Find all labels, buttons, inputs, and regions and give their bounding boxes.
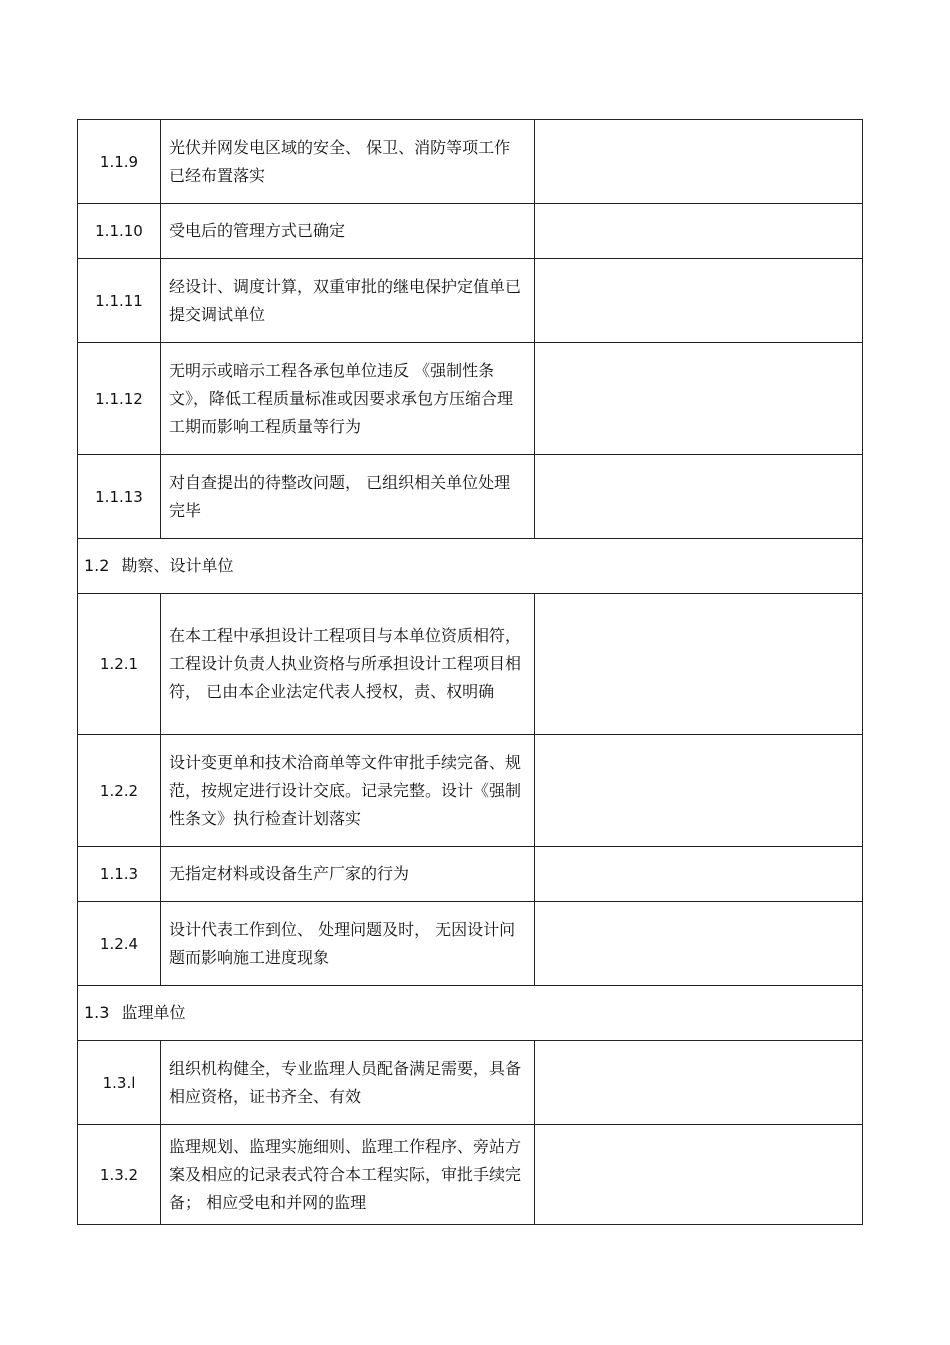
item-remarks-cell xyxy=(535,1125,863,1225)
item-number-cell: 1.3.l xyxy=(78,1041,161,1125)
table-row xyxy=(78,1041,863,1125)
item-description-cell: 在本工程中承担设计工程项目与本单位资质相符，工程设计负责人执业资格与所承担设计工程项目相符， 已由本企业法定代表人授权，责、权明确 xyxy=(161,594,535,735)
item-remarks-cell xyxy=(535,847,863,902)
item-remarks-cell xyxy=(535,343,863,455)
table-row xyxy=(78,1125,863,1225)
section-row xyxy=(78,539,863,594)
section-title: 监理单位 xyxy=(121,1003,186,1022)
item-description-cell: 组织机构健全，专业监理人员配备满足需要，具备相应资格，证书齐全、有效 xyxy=(161,1041,535,1125)
item-number-cell: 1.1.11 xyxy=(78,259,161,343)
item-number-cell: 1.1.9 xyxy=(78,120,161,204)
item-description-cell: 受电后的管理方式已确定 xyxy=(161,204,535,259)
item-description-cell: 经设计、调度计算，双重审批的继电保护定值单已提交调试单位 xyxy=(161,259,535,343)
section-number: 1.3 xyxy=(84,1003,110,1022)
table-row xyxy=(78,204,863,259)
table-row xyxy=(78,455,863,539)
item-number-cell: 1.2.2 xyxy=(78,735,161,847)
section-header-cell xyxy=(78,986,863,1041)
section-header-cell xyxy=(78,539,863,594)
item-number-cell: 1.2.1 xyxy=(78,594,161,735)
table-row xyxy=(78,902,863,986)
inspection-checklist-table xyxy=(77,119,863,1225)
item-description-cell: 无指定材料或设备生产厂家的行为 xyxy=(161,847,535,902)
table-body xyxy=(78,120,863,1225)
item-description-cell: 设计变更单和技术洽商单等文件审批手续完备、规范，按规定进行设计交底。记录完整。设计《强制性条文》执行检查计划落实 xyxy=(161,735,535,847)
item-number-cell: 1.1.10 xyxy=(78,204,161,259)
item-number-cell: 1.2.4 xyxy=(78,902,161,986)
item-description-cell: 光伏并网发电区域的安全、 保卫、消防等项工作已经布置落实 xyxy=(161,120,535,204)
section-row xyxy=(78,986,863,1041)
table-row xyxy=(78,847,863,902)
item-remarks-cell xyxy=(535,455,863,539)
table-row xyxy=(78,343,863,455)
item-remarks-cell xyxy=(535,120,863,204)
item-number-cell: 1.3.2 xyxy=(78,1125,161,1225)
item-remarks-cell xyxy=(535,259,863,343)
item-remarks-cell xyxy=(535,902,863,986)
item-description-cell: 对自查提出的待整改问题， 已组织相关单位处理完毕 xyxy=(161,455,535,539)
item-description-cell: 监理规划、监理实施细则、监理工作程序、旁站方案及相应的记录表式符合本工程实际，审批手续完备； 相应受电和并网的监理 xyxy=(161,1125,535,1225)
item-remarks-cell xyxy=(535,594,863,735)
table-row xyxy=(78,259,863,343)
section-title: 勘察、设计单位 xyxy=(121,556,234,575)
item-remarks-cell xyxy=(535,204,863,259)
item-number-cell: 1.1.3 xyxy=(78,847,161,902)
table-row xyxy=(78,735,863,847)
item-remarks-cell xyxy=(535,1041,863,1125)
item-description-cell: 无明示或暗示工程各承包单位违反 《强制性条文》，降低工程质量标准或因要求承包方压缩合理工期而影响工程质量等行为 xyxy=(161,343,535,455)
item-number-cell: 1.1.13 xyxy=(78,455,161,539)
item-remarks-cell xyxy=(535,735,863,847)
table-row xyxy=(78,594,863,735)
item-number-cell: 1.1.12 xyxy=(78,343,161,455)
section-number: 1.2 xyxy=(84,556,110,575)
item-description-cell: 设计代表工作到位、 处理问题及时， 无因设计问题而影响施工进度现象 xyxy=(161,902,535,986)
table-row xyxy=(78,120,863,204)
